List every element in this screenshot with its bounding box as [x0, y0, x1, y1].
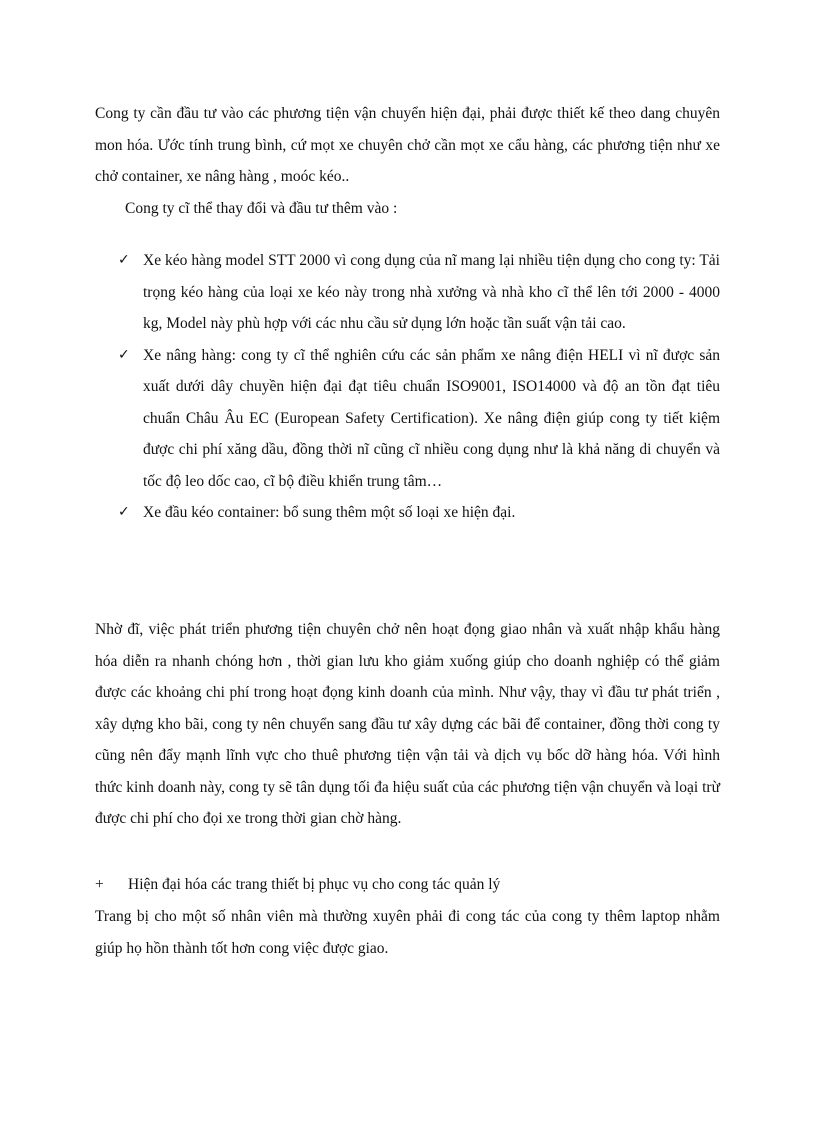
paragraph-investment-options: Cong ty cĩ thể thay đổi và đầu tư thêm vào :: [125, 200, 398, 217]
checkmark-icon: ✓: [118, 252, 130, 268]
paragraph-investment-intro: Cong ty cần đầu tư vào các phương tiện vận chuyển hiện đại, phải được thiết kế theo dang chuyên mon hóa. Ước tính trung bình, cứ mọt xe chuyên chở cần mọt xe cẩu hàng, các phương tiện như xe chở container, xe nâng hàng , moóc kéo..: [95, 105, 720, 185]
paragraph-laptop: Trang bị cho một số nhân viên mà thường xuyên phải đi cong tác của cong ty thêm laptop nhằm giúp họ hồn thành tốt hơn cong việc được giao.: [95, 908, 720, 957]
checkmark-icon: ✓: [118, 504, 130, 520]
sub-heading: [95, 869, 720, 901]
list-item: [118, 497, 720, 529]
list-item: [118, 245, 720, 340]
list-item-text: Xe nâng hàng: cong ty cĩ thể nghiên cứu các sản phẩm xe nâng điện HELI vì nĩ được sản xuất dưới dây chuyền hiện đại đạt tiêu chuẩn ISO9001, ISO14000 và độ an tồn đạt tiêu chuẩn Châu Âu EC (European Safety Certification). Xe nâng điện giúp cong ty tiết kiệm được chi phí xăng dầu, đồng thời nĩ cũng cĩ nhiều cong dụng như là khả năng di chuyển và tốc độ leo dốc cao, cĩ bộ điều khiển trung tâm…: [143, 346, 720, 490]
list-item-text: Xe kéo hàng model STT 2000 vì cong dụng của nĩ mang lại nhiều tiện dụng cho cong ty: Tải trọng kéo hàng của loại xe kéo này trong nhà xưởng và nhà kho cĩ thể lên tới 2000 - 4000 kg, Model này phù hợp với các nhu cầu sử dụng lớn hoặc tần suất vận tải cao.: [143, 252, 720, 332]
vehicle-list: [118, 245, 720, 529]
plus-marker: +: [95, 876, 104, 893]
checkmark-icon: ✓: [118, 346, 130, 363]
sub-heading-text: Hiện đại hóa các trang thiết bị phục vụ cho cong tác quản lý: [128, 876, 501, 893]
list-item: [118, 340, 720, 498]
paragraph-benefits: Nhờ đĩ, việc phát triển phương tiện chuyên chở nên hoạt đọng giao nhân và xuất nhập khẩu hàng hóa diễn ra nhanh chóng hơn , thời gian lưu kho giảm xuống giúp cho doanh nghiệp có thể giảm được các khoảng chi phí trong hoạt đọng kinh doanh của mình. Như vậy, thay vì đầu tư phát triển , xây dựng kho bãi, cong ty nên chuyển sang đầu tư xây dựng các bãi để container, đồng thời cong ty cũng nên đẩy mạnh lĩnh vực cho thuê phương tiện vận tải và dịch vụ bốc dỡ hàng hóa. Với hình thức kinh doanh này, cong ty sẽ tân dụng tối đa hiệu suất của các phương tiện vận chuyển và loại trừ được chi phí cho đọi xe trong thời gian chờ hàng.: [95, 621, 720, 827]
list-item-text: Xe đầu kéo container: bổ sung thêm một số loại xe hiện đại.: [143, 504, 516, 521]
